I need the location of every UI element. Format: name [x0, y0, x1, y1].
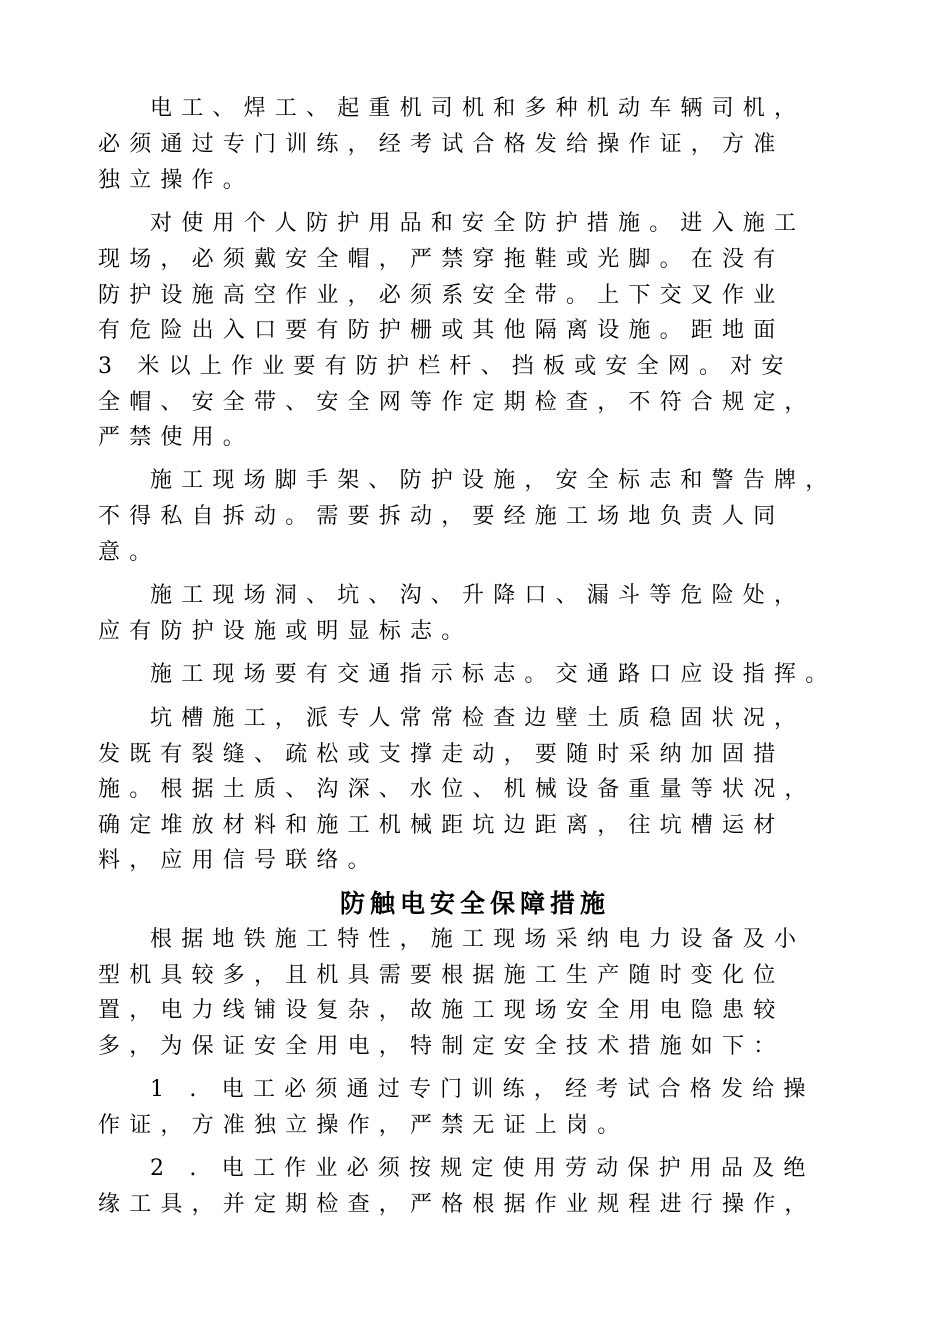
text-line: 现场，必须戴安全帽，严禁穿拖鞋或光脚。在没有: [98, 247, 785, 272]
text-line: 应有防护设施或明显标志。: [98, 619, 473, 644]
text-line: 防护设施高空作业，必须系安全带。上下交叉作业: [98, 283, 785, 308]
text-line: 严禁使用。: [98, 425, 255, 450]
text-line: 坑槽施工，派专人常常检查边壁土质稳固状况，: [150, 706, 806, 731]
text-line: 根据地铁施工特性，施工现场采纳电力设备及小: [150, 927, 806, 952]
text-line: 3 米以上作业要有防护栏杆、挡板或安全网。对安: [98, 354, 793, 379]
text-line: 多，为保证安全用电，特制定安全技术措施如下：: [98, 1034, 785, 1059]
text-line: 确定堆放材料和施工机械距坑边距离，往坑槽运材: [98, 813, 785, 838]
text-line: 料，应用信号联络。: [98, 848, 379, 873]
text-line: 全帽、安全带、安全网等作定期检查，不符合规定，: [98, 390, 816, 415]
text-line: 独立操作。: [98, 168, 255, 193]
text-line: 缘工具，并定期检查，严格根据作业规程进行操作，: [98, 1192, 816, 1217]
text-line: 1 . 电工必须通过专门训练，经考试合格发给操: [150, 1077, 815, 1102]
text-line: 作证，方准独立操作，严禁无证上岗。: [98, 1113, 629, 1138]
text-line: 2 . 电工作业必须按规定使用劳动保护用品及绝: [150, 1156, 815, 1181]
text-line: 施工现场脚手架、防护设施，安全标志和警告牌，: [150, 468, 837, 493]
text-line: 意。: [98, 540, 161, 565]
text-line: 型机具较多，且机具需要根据施工生产随时变化位: [98, 963, 785, 988]
text-line: 不得私自拆动。需要拆动，要经施工场地负责人同: [98, 504, 785, 529]
text-line: 施工现场洞、坑、沟、升降口、漏斗等危险处，: [150, 583, 806, 608]
text-line: 有危险出入口要有防护栅或其他隔离设施。距地面: [98, 318, 785, 343]
text-line: 置，电力线铺设复杂，故施工现场安全用电隐患较: [98, 998, 785, 1023]
text-line: 对使用个人防护用品和安全防护措施。进入施工: [150, 211, 806, 236]
text-line: 电工、焊工、起重机司机和多种机动车辆司机，: [150, 96, 806, 121]
section-heading: 防触电安全保障措施: [339, 889, 610, 918]
text-line: 发既有裂缝、疏松或支撑走动，要随时采纳加固措: [98, 742, 785, 767]
text-line: 施工现场要有交通指示标志。交通路口应设指挥。: [150, 662, 837, 687]
text-line: 必须通过专门训练，经考试合格发给操作证，方准: [98, 132, 785, 157]
text-line: 施。根据土质、沟深、水位、机械设备重量等状况，: [98, 777, 816, 802]
